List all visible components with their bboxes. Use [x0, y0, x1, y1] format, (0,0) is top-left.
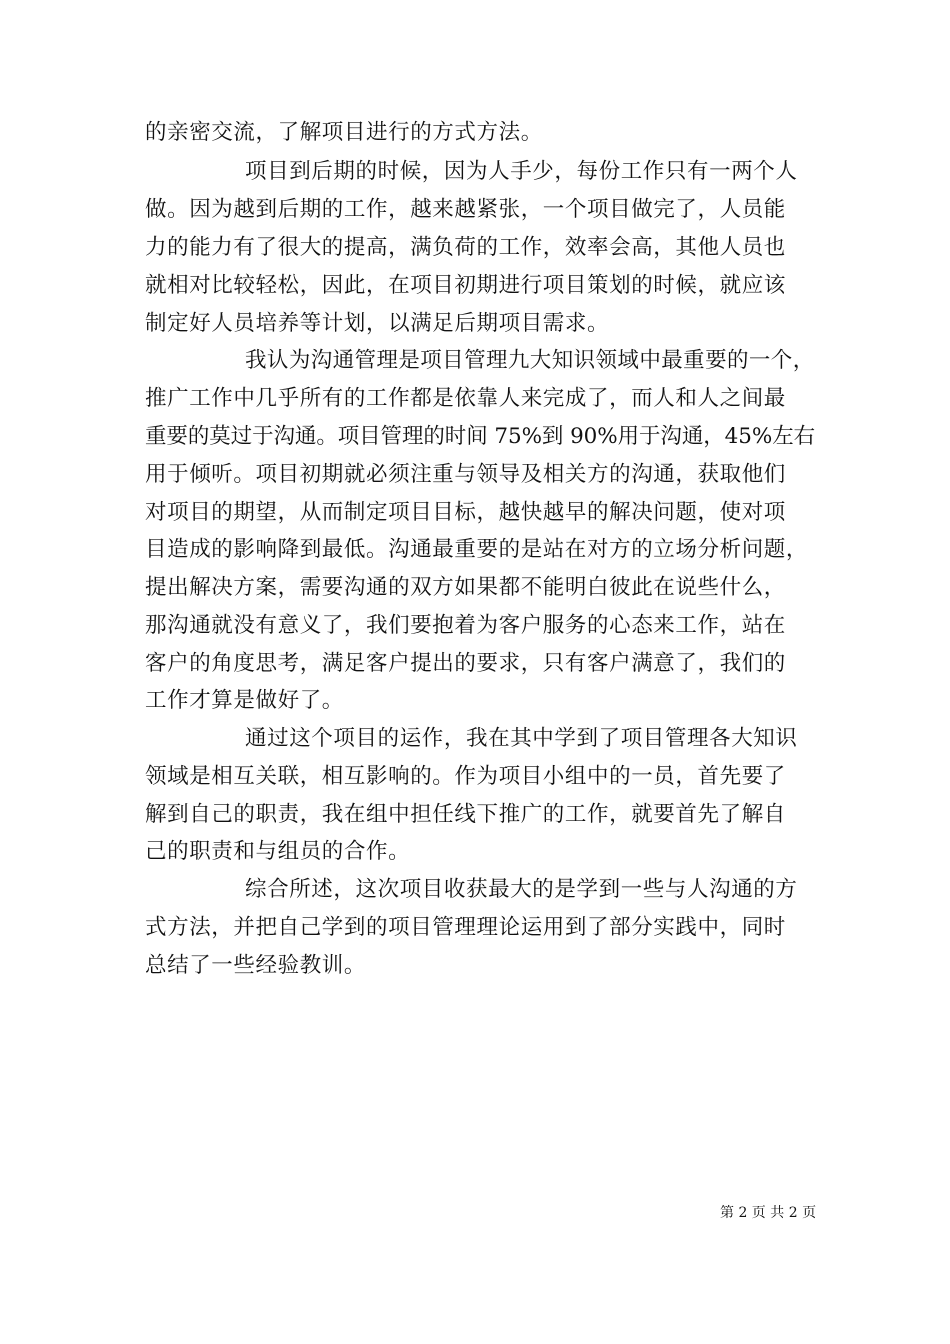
text-line: 做。因为越到后期的工作，越来越紧张，一个项目做完了，人员能	[145, 197, 786, 222]
paragraph-start-line: 通过这个项目的运作，我在其中学到了项目管理各大知识	[245, 726, 798, 751]
text-line: 那沟通就没有意义了，我们要抱着为客户服务的心态来工作，站在	[145, 613, 786, 638]
text-line: 制定好人员培养等计划，以满足后期项目需求。	[145, 311, 610, 336]
text-line: 重要的莫过于沟通。项目管理的时间 75%到 90%用于沟通，45%左右	[145, 424, 816, 449]
text-line: 解到自己的职责，我在组中担任线下推广的工作，就要首先了解自	[145, 802, 786, 827]
text-line: 推广工作中几乎所有的工作都是依靠人来完成了，而人和人之间最	[145, 386, 786, 411]
text-line: 客户的角度思考，满足客户提出的要求，只有客户满意了，我们的	[145, 651, 786, 676]
paragraph-start-line: 项目到后期的时候，因为人手少，每份工作只有一两个人	[245, 159, 798, 184]
text-line: 用于倾听。项目初期就必须注重与领导及相关方的沟通，获取他们	[145, 462, 786, 487]
paragraph-start-line: 综合所述，这次项目收获最大的是学到一些与人沟通的方	[245, 877, 798, 902]
text-line: 就相对比较轻松，因此，在项目初期进行项目策划的时候，就应该	[145, 273, 786, 298]
text-line: 提出解决方案，需要沟通的双方如果都不能明白彼此在说些什么，	[145, 575, 786, 600]
text-line: 式方法，并把自己学到的项目管理理论运用到了部分实践中，同时	[145, 915, 786, 940]
text-line: 目造成的影响降到最低。沟通最重要的是站在对方的立场分析问题，	[145, 537, 809, 562]
text-line: 力的能力有了很大的提高，满负荷的工作，效率会高，其他人员也	[145, 235, 786, 260]
text-line: 对项目的期望，从而制定项目目标，越快越早的解决问题，使对项	[145, 500, 786, 525]
page-number-footer: 第 2 页 共 2 页	[720, 1205, 817, 1221]
paragraph-start-line: 我认为沟通管理是项目管理九大知识领域中最重要的一个，	[245, 348, 815, 373]
text-line: 总结了一些经验教训。	[145, 953, 367, 978]
text-line: 工作才算是做好了。	[145, 688, 344, 713]
text-line: 的亲密交流，了解项目进行的方式方法。	[145, 120, 543, 145]
text-line: 领域是相互关联，相互影响的。作为项目小组中的一员，首先要了	[145, 764, 786, 789]
text-line: 己的职责和与组员的合作。	[145, 839, 411, 864]
